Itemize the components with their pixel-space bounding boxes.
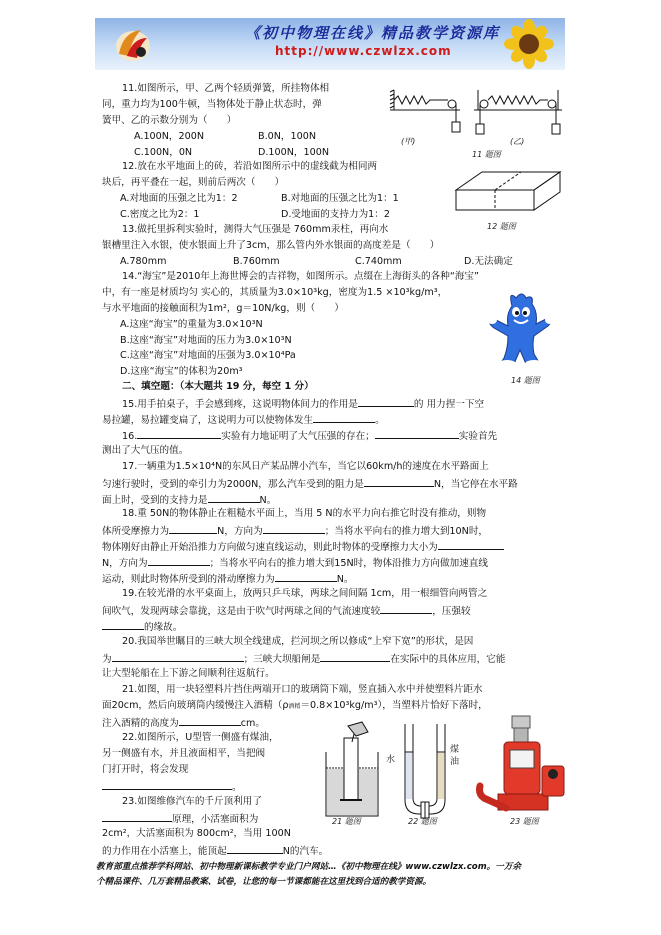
q13-line1: 13.做托里拆利实验时，测得大气压强是 760mm汞柱，再向水	[122, 224, 389, 235]
q14-option-c: C.这座“海宝”对地面的压强为3.0×10⁴Pa	[120, 350, 296, 361]
q18-text-b: 体所受摩擦力为	[102, 526, 170, 537]
q11-option-b: B.0N，100N	[258, 131, 316, 142]
q17-text-a: 17.一辆重为1.5×10⁴N的东风日产某品牌小汽车，当它以60km/h的速度在水平路面上	[122, 461, 489, 472]
q20-text-a: 20.我国举世瞩目的三峡大坝全线建成，拦河坝之所以修成“上窄下宽”的形状，是因	[122, 636, 474, 647]
q23-line4	[102, 842, 328, 860]
q12-brick-figure	[452, 168, 562, 216]
q16-text-d: 测出了大气压的值。	[102, 445, 189, 456]
q11-option-a: A.100N，200N	[134, 131, 205, 142]
q23-text-c: 2cm²，大活塞面积为 800cm²，当用 100N	[102, 828, 291, 839]
q18-text-i: N。	[336, 574, 354, 585]
q20-blank-2[interactable]	[320, 650, 390, 662]
sunflower-icon	[499, 20, 557, 68]
q14-line3: 与水平地面的接触面积为1m²，g＝10N/kg，则（ ）	[102, 303, 344, 314]
q22-u-tube-figure	[397, 722, 457, 818]
q14-line2: 中，有一座是材质均匀 实心的，其质量为3.0×10³kg，密度为1.5 ×10³kg/m³，	[102, 287, 448, 298]
q12-line1: 12.放在水平地面上的砖，若沿如图所示中的虚线截为相同两	[122, 161, 378, 172]
q17-text-d: 面上时，受到的支持力是	[102, 495, 208, 506]
q18-blank-2[interactable]	[263, 522, 325, 534]
haibao-mascot-image	[486, 292, 562, 370]
q22-text-a: 22.如图所示，U型管一侧盛有煤油，	[122, 732, 279, 743]
q12-option-d: D.受地面的支持力为1：2	[281, 209, 390, 220]
q14-caption: 14 题图	[511, 376, 540, 385]
q17-text-e: N。	[259, 495, 277, 506]
footer-line2: 个精品课件、几万套精品教案、试卷，让您的每一节课都能在这里找到合适的教学资源。	[96, 877, 432, 887]
q14-line1: 14.“海宝”是2010年上海世博会的吉祥物，如图所示。点缀在上海街头的各种“海宝”	[122, 271, 479, 282]
q19-text-a: 19.在较光滑的水平桌面上，放两只乒乓球，两球之间间隔 1cm，用一根细管向两管之	[122, 588, 488, 599]
q21-beaker-figure	[318, 722, 388, 820]
q17-blank-1[interactable]	[364, 475, 434, 487]
q11-option-d: D.100N，100N	[258, 147, 330, 158]
q17-text-c: N，当它停在水平路	[433, 479, 518, 490]
site-logo-icon	[113, 24, 153, 64]
q18-text-c: N，方向为	[217, 526, 263, 537]
q18-blank-5[interactable]	[275, 570, 337, 582]
q15-blank-2[interactable]	[313, 411, 375, 423]
section2-heading: 二、填空题：（本大题共 19 分，每空 1 分）	[122, 381, 314, 392]
header-banner	[95, 18, 565, 70]
q18-text-f: N，方向为	[102, 558, 148, 569]
q13-line2: 银槽里注入水银，使水银面上升了3cm，那么管内外水银面的高度差是（ ）	[102, 240, 440, 251]
q20-blank-1[interactable]	[112, 650, 244, 662]
q11-line3: 簧甲、乙的示数分别为（ ）	[102, 115, 237, 126]
q16-blank-1[interactable]	[137, 427, 221, 439]
q19-text-d: 的缘故。	[144, 622, 183, 633]
q21-blank-1[interactable]	[179, 714, 241, 726]
page-footer	[96, 860, 566, 890]
q11-caption: 11 题图	[472, 150, 501, 159]
q15-text-c: 易拉罐，易拉罐变扁了，这说明力可以使物体发生	[102, 415, 314, 426]
q15-blank-1[interactable]	[358, 395, 414, 407]
q23-blank-1[interactable]	[102, 810, 172, 822]
q13-option-b: B.760mm	[233, 256, 280, 267]
q21-text-c: ＝0.8×10³kg/m³），当塑料片恰好下落时，	[300, 700, 488, 711]
q22-text-c: 门打开时，将会发现	[102, 764, 189, 775]
q13-option-d: D.无法确定	[464, 256, 513, 267]
q22-water-label: 水	[386, 755, 396, 765]
q22-caption: 22 题图	[408, 817, 437, 826]
q19-blank-1[interactable]	[380, 602, 432, 614]
q16-blank-2[interactable]	[375, 427, 459, 439]
q16-text-c: 实验首先	[458, 431, 498, 442]
header-title: 《初中物理在线》精品教学资源库	[245, 24, 501, 42]
q12-caption: 12 题图	[487, 222, 516, 231]
q23-text-b: 原理，小活塞面积为	[172, 814, 259, 825]
q18-text-d: ；当将水平向右的推力增大到10N时，	[324, 526, 489, 537]
footer-line1: 教育部重点推荐学科网站、初中物理新课标教学专业门户网站…《初中物理在线》www.czwlzx.com。一万余	[96, 862, 522, 872]
q13-option-c: C.740mm	[355, 256, 402, 267]
q18-blank-4[interactable]	[148, 554, 210, 566]
q14-option-d: D.这座“海宝”的体积为20m³	[120, 366, 243, 377]
q18-blank-1[interactable]	[169, 522, 217, 534]
q11-fig-label-b: (乙)	[510, 137, 525, 146]
q18-text-h: 运动，则此时物体所受到的滑动摩擦力为	[102, 574, 275, 585]
q17-blank-2[interactable]	[208, 491, 260, 503]
q11-option-c: C.100N，0N	[134, 147, 193, 158]
q16-text-b: 实验有力地证明了大气压强的存在；	[221, 431, 375, 442]
q18-blank-3[interactable]	[438, 538, 504, 550]
q12-option-a: A.对地面的压强之比为1：2	[120, 193, 238, 204]
header-url[interactable]: http://www.czwlzx.com	[275, 44, 452, 58]
q18-text-a: 18.重 50N的物体静止在粗糙水平面上，当用 5 N的水平力向右推它时没有推动，则物	[122, 508, 487, 519]
q21-rho-subscript: 酒精	[288, 703, 301, 710]
q20-text-d: 在实际中的具体应用，它能	[390, 654, 506, 665]
q21-text-b: 面20cm，然后向玻璃筒内缓慢注入酒精（ρ	[102, 700, 289, 711]
q19-blank-2[interactable]	[102, 618, 144, 630]
q21-caption: 21 题图	[332, 817, 361, 826]
q14-option-b: B.这座“海宝”对地面的压力为3.0×10³N	[120, 335, 292, 346]
q20-text-c: ；三峡大坝船闸是	[243, 654, 321, 665]
q12-option-c: C.密度之比为2：1	[120, 209, 200, 220]
q23-text-a: 23.如图维修汽车的千斤顶利用了	[122, 796, 262, 807]
q17-text-b: 匀速行驶时，受到的牵引力为2000N，那么汽车受到的阻力是	[102, 479, 364, 490]
q21-text-a: 21.如图，用一块轻塑料片挡住两端开口的玻璃筒下端，竖直插入水中并使塑料片距水	[122, 684, 483, 695]
q18-text-e: 物体刚好由静止开始沿推力方向做匀速直线运动，则此时物体的受摩擦力大小为	[102, 542, 438, 553]
q22-oil-label: 煤油	[450, 745, 460, 767]
q19-text-b: 间吹气，发现两球会靠拢，这是由于吹气时两球之间的气流速度较	[102, 606, 381, 617]
q11-line2: 同，重力均为100牛顿，当物体处于静止状态时，弹	[102, 99, 322, 110]
q22-text-d: 。	[232, 782, 242, 793]
q23-blank-2[interactable]	[227, 842, 283, 854]
q12-line2: 块后，再平叠在一起，则前后两次（ ）	[102, 177, 285, 188]
q22-blank-1[interactable]	[102, 778, 232, 790]
q15-text-b: 的 用力捏一下空	[413, 399, 485, 410]
q21-text-d: 注入酒精的高度为	[102, 718, 179, 729]
q16-text-a: 16.	[122, 431, 138, 442]
q23-text-e: N的汽车。	[282, 846, 329, 857]
q14-option-a: A.这座“海宝”的重量为3.0×10³N	[120, 319, 263, 330]
q23-line1	[122, 794, 262, 810]
q15-text-a: 15.用手拍桌子，手会感到疼，这说明物体间力的作用是	[122, 399, 358, 410]
q21-text-e: cm。	[240, 718, 265, 729]
q20-text-e: 让大型轮船在上下游之间顺利往返航行。	[102, 668, 275, 679]
q22-text-b: 另一侧盛有水，并且液面相平，当把阀	[102, 748, 266, 759]
q11-line1: 11.如图所示，甲、乙两个轻质弹簧，所挂物体相	[122, 83, 330, 94]
q19-text-c: ，压强较	[432, 606, 471, 617]
q18-text-g: ；当将水平向右的推力增大到15N时，物体沿推力方向做加速直线	[209, 558, 488, 569]
q21-line2	[102, 698, 488, 715]
q13-option-a: A.780mm	[120, 256, 167, 267]
q23-hydraulic-jack-image	[476, 716, 568, 816]
q15-text-d: 。	[375, 415, 385, 426]
q23-caption: 23 题图	[510, 817, 539, 826]
q12-option-b: B.对地面的压强之比为1：1	[281, 193, 399, 204]
q11-fig-label-a: (甲)	[401, 137, 416, 146]
q20-text-b: 为	[102, 654, 112, 665]
q23-text-d: 的力作用在小活塞上，能顶起	[102, 846, 227, 857]
